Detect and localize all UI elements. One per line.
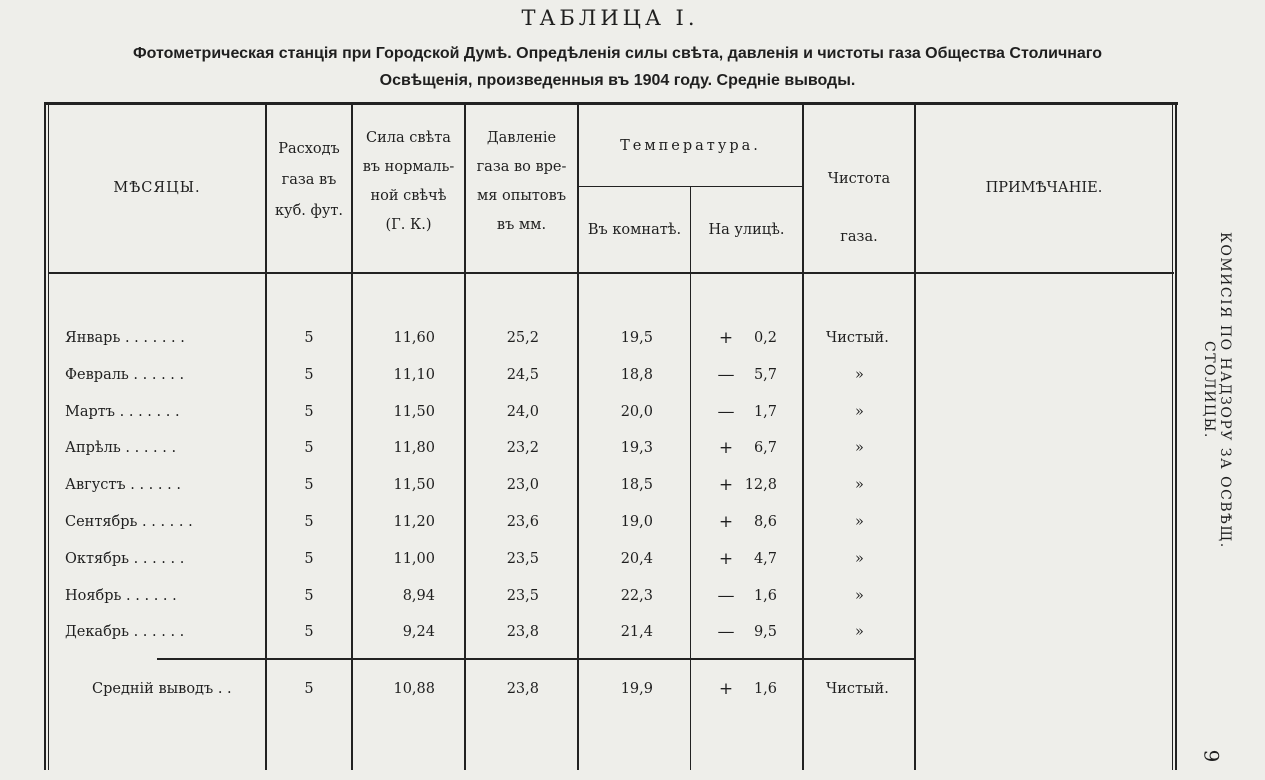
temp-street-cell: 9,5 xyxy=(753,624,777,640)
column-rule xyxy=(577,102,579,770)
month-cell: Октябрь . . . . . . xyxy=(65,551,185,567)
light-cell: 11,80 xyxy=(393,440,435,456)
temp-room-cell: 19,3 xyxy=(620,440,653,456)
pressure-cell: 23,2 xyxy=(506,440,539,456)
temp-street-cell: 8,6 xyxy=(753,514,777,530)
temp-sign-cell: + xyxy=(718,438,734,458)
header-temp-room: Въ комнатѣ. xyxy=(587,222,682,238)
temp-sign-cell: — xyxy=(717,402,735,422)
average-separator-rule xyxy=(157,658,914,660)
header-note: ПРИМѢЧАНІЕ. xyxy=(985,180,1103,196)
temp-street-cell: 12,8 xyxy=(744,477,777,493)
purity-cell: » xyxy=(855,440,864,456)
header-gas-flow: Расходъ газа въ куб. фут. xyxy=(274,141,344,219)
flow-cell: 5 xyxy=(304,367,314,383)
caption-line-2: Освѣщенія, произведенныя въ 1904 году. Средніе выводы. xyxy=(379,72,856,89)
average-temp-street: 1,6 xyxy=(753,681,777,697)
temp-street-cell: 4,7 xyxy=(753,551,777,567)
light-cell: 11,50 xyxy=(393,477,435,493)
light-cell: 11,00 xyxy=(393,551,435,567)
temp-room-cell: 18,8 xyxy=(620,367,653,383)
temp-sign-cell: + xyxy=(718,549,734,569)
header-temperature: Температура. xyxy=(620,138,761,154)
temp-sign-cell: — xyxy=(717,365,735,385)
temp-street-cell: 6,7 xyxy=(753,440,777,456)
month-cell: Сентябрь . . . . . . xyxy=(65,514,193,530)
month-cell: Ноябрь . . . . . . xyxy=(65,588,177,604)
table-caption xyxy=(30,40,1205,94)
temp-sign-cell: + xyxy=(718,328,734,348)
average-temp-sign: + xyxy=(718,679,734,699)
caption-line-1: Фотометрическая станція при Городской Думѣ. Опредѣленія силы свѣта, давленія и чистоты газа Общества Столичнаго xyxy=(132,45,1103,62)
purity-cell: » xyxy=(855,404,864,420)
header-temp-street: На улицѣ. xyxy=(708,222,785,238)
header-month: МѢСЯЦЫ. xyxy=(113,180,201,196)
month-cell: Августъ . . . . . . xyxy=(65,477,181,493)
pressure-cell: 23,6 xyxy=(506,514,539,530)
month-cell: Декабрь . . . . . . xyxy=(65,624,185,640)
temp-sign-cell: + xyxy=(718,475,734,495)
pressure-cell: 24,5 xyxy=(506,367,539,383)
header-purity: Чистота газа. xyxy=(827,171,891,245)
temp-sign-cell: — xyxy=(717,586,735,606)
purity-cell: » xyxy=(855,588,864,604)
temp-sign-cell: — xyxy=(717,622,735,642)
table-left-border-inner xyxy=(48,102,49,770)
page-title: ТАБЛИЦА I. xyxy=(521,6,699,30)
flow-cell: 5 xyxy=(304,588,314,604)
purity-cell: » xyxy=(855,514,864,530)
month-cell: Мартъ . . . . . . . xyxy=(65,404,180,420)
month-cell: Январь . . . . . . . xyxy=(65,330,185,346)
flow-cell: 5 xyxy=(304,330,314,346)
header-light-strength: Сила свѣта въ нормаль- ной свѣчѣ (Г. К.) xyxy=(362,130,455,233)
pressure-cell: 24,0 xyxy=(506,404,539,420)
month-cell: Апрѣль . . . . . . xyxy=(65,440,177,456)
purity-cell: Чистый. xyxy=(826,330,889,346)
table-left-border xyxy=(44,102,46,770)
temp-street-cell: 5,7 xyxy=(753,367,777,383)
month-cell: Февраль . . . . . . xyxy=(65,367,185,383)
pressure-cell: 23,5 xyxy=(506,588,539,604)
table-top-rule xyxy=(44,102,1178,105)
light-cell: 11,50 xyxy=(393,404,435,420)
flow-cell: 5 xyxy=(304,551,314,567)
table-right-border xyxy=(1172,102,1173,770)
flow-cell: 5 xyxy=(304,624,314,640)
light-cell: 11,60 xyxy=(393,330,435,346)
purity-cell: » xyxy=(855,367,864,383)
average-label: Среднiй выводъ . . xyxy=(92,681,232,697)
temp-street-cell: 1,6 xyxy=(753,588,777,604)
temp-room-cell: 19,0 xyxy=(620,514,653,530)
temp-room-cell: 19,5 xyxy=(620,330,653,346)
temp-room-cell: 20,4 xyxy=(620,551,653,567)
flow-cell: 5 xyxy=(304,404,314,420)
average-purity: Чистый. xyxy=(826,681,889,697)
header-bottom-rule xyxy=(48,272,1174,274)
light-cell: 11,20 xyxy=(393,514,435,530)
header-pressure: Давленіе газа во вре- мя опытовъ въ мм. xyxy=(476,130,567,233)
pressure-cell: 25,2 xyxy=(506,330,539,346)
column-rule xyxy=(914,102,916,770)
page-number: 9 xyxy=(1199,749,1224,763)
flow-cell: 5 xyxy=(304,440,314,456)
purity-cell: » xyxy=(855,551,864,567)
average-light: 10,88 xyxy=(393,681,435,697)
temp-street-cell: 1,7 xyxy=(753,404,777,420)
table-right-border-outer xyxy=(1175,102,1177,770)
light-cell: 11,10 xyxy=(393,367,435,383)
temp-street-cell: 0,2 xyxy=(753,330,777,346)
column-rule xyxy=(690,186,691,770)
pressure-cell: 23,8 xyxy=(506,624,539,640)
purity-cell: » xyxy=(855,624,864,640)
temp-sign-cell: + xyxy=(718,512,734,532)
flow-cell: 5 xyxy=(304,514,314,530)
temp-room-cell: 18,5 xyxy=(620,477,653,493)
pressure-cell: 23,5 xyxy=(506,551,539,567)
light-cell: 9,24 xyxy=(402,624,435,640)
temp-room-cell: 20,0 xyxy=(620,404,653,420)
temp-room-cell: 22,3 xyxy=(620,588,653,604)
pressure-cell: 23,0 xyxy=(506,477,539,493)
flow-cell: 5 xyxy=(304,477,314,493)
light-cell: 8,94 xyxy=(402,588,435,604)
average-temp-room: 19,9 xyxy=(620,681,653,697)
running-head: КОМИСІЯ ПО НАДЗОРУ ЗА ОСВѢЩ. СТОЛИЦЫ. xyxy=(1201,231,1233,549)
average-flow: 5 xyxy=(304,681,314,697)
temp-room-cell: 21,4 xyxy=(620,624,653,640)
purity-cell: » xyxy=(855,477,864,493)
average-pressure: 23,8 xyxy=(506,681,539,697)
